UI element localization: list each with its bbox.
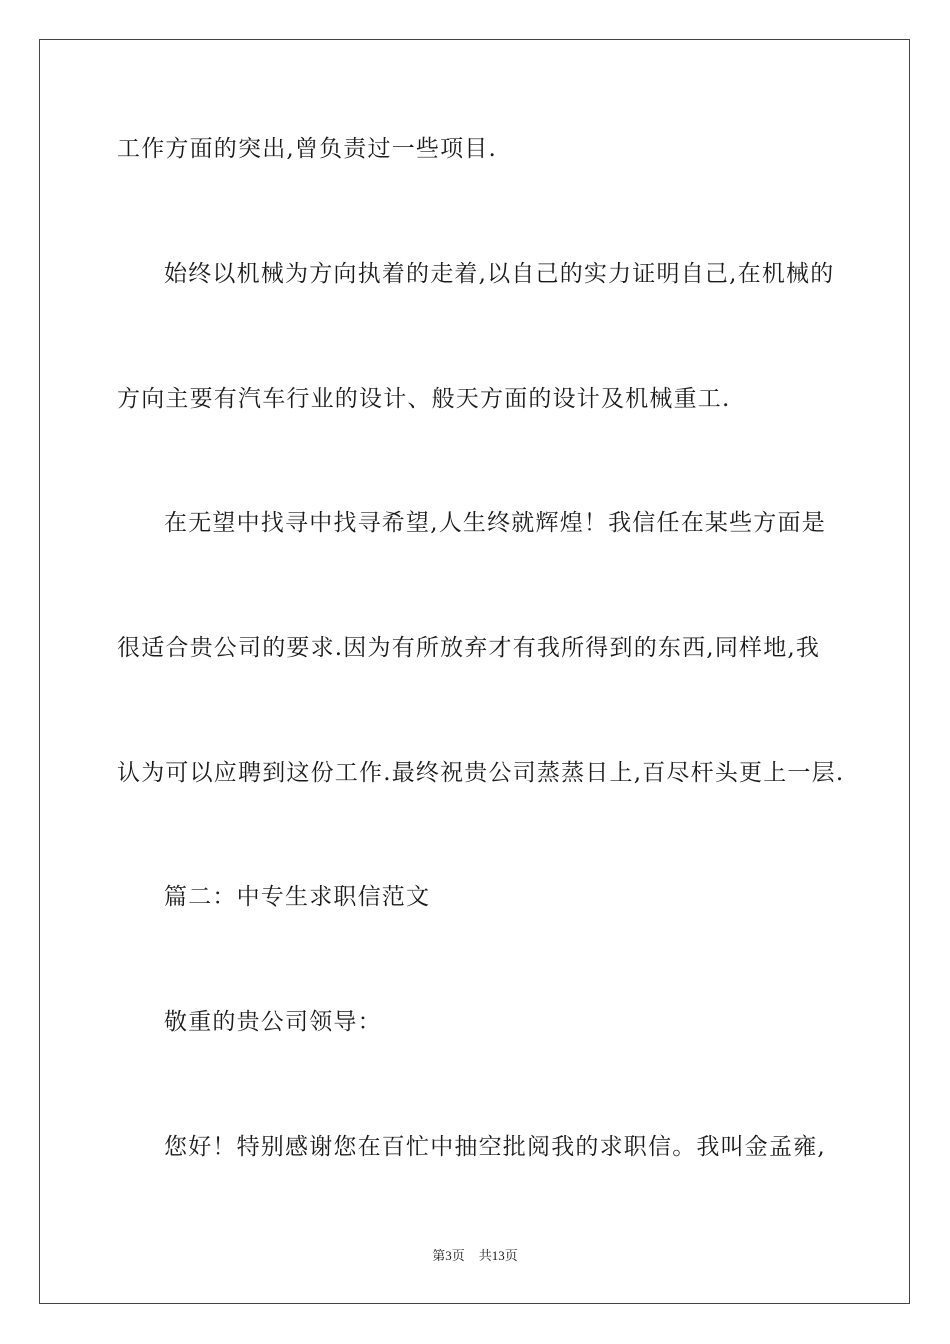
page-footer <box>0 1248 950 1264</box>
text-line: 工作方面的突出,曾负责过一些项目. <box>117 136 498 162</box>
page-border <box>39 39 910 1304</box>
text-line: 在无望中找寻中找寻希望,人生终就辉煌！我信任在某些方面是 <box>164 510 826 536</box>
text-line: 很适合贵公司的要求.因为有所放弃才有我所得到的东西,同样地,我 <box>117 635 821 661</box>
text-line: 方向主要有汽车行业的设计、般天方面的设计及机械重工. <box>117 386 731 412</box>
page-number-current: 第3页 <box>432 1248 465 1263</box>
text-line: 始终以机械为方向执着的走着,以自己的实力证明自己,在机械的 <box>164 261 835 287</box>
text-line: 您好！特别感谢您在百忙中抽空批阅我的求职信。我叫金孟雍, <box>164 1134 826 1160</box>
salutation: 敬重的贵公司领导： <box>164 1009 382 1035</box>
text-line: 认为可以应聘到这份工作.最终祝贵公司蒸蒸日上,百尽杆头更上一层. <box>117 760 845 786</box>
page-number-total: 共13页 <box>478 1248 518 1263</box>
section-heading: 篇二：中专生求职信范文 <box>164 884 431 910</box>
